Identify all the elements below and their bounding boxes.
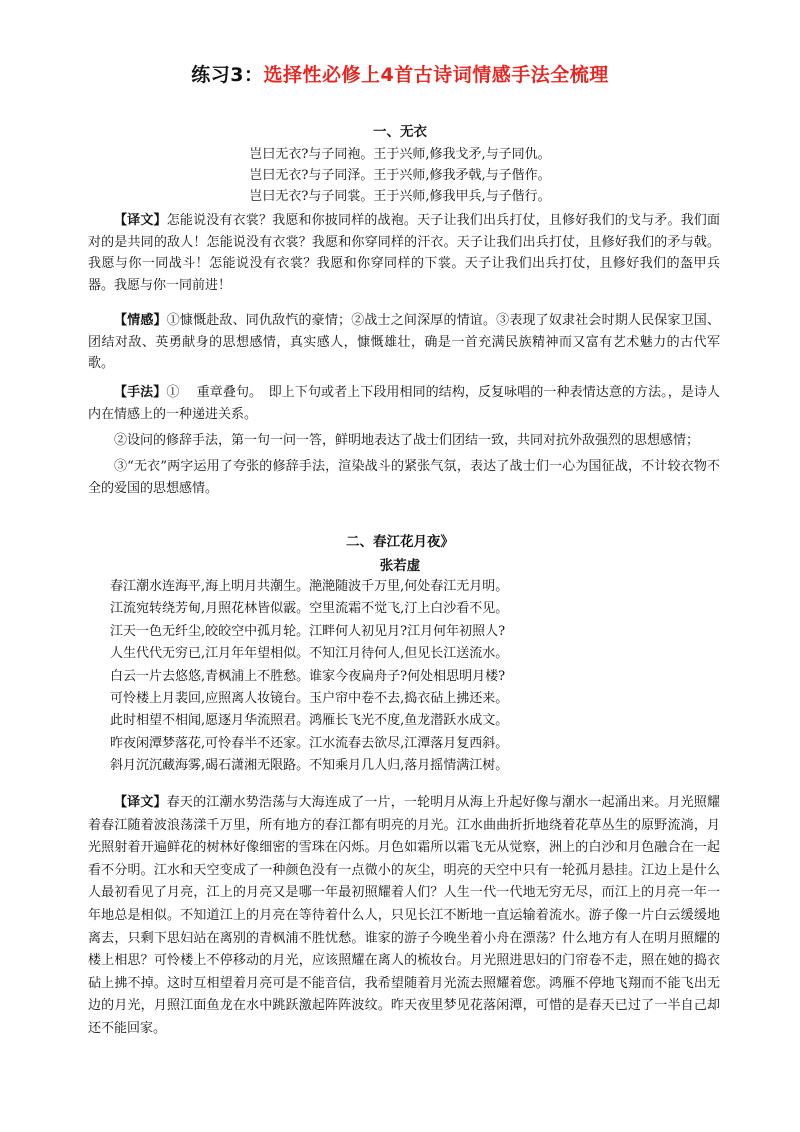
- poem-line: 人生代代无穷已,江月年年望相似。不知江月待何人,但见长江送流水。: [110, 646, 509, 662]
- poem-line: 江天一色无纤尘,皎皎空中孤月轮。江畔何人初见月?江月何年初照人?: [110, 623, 506, 639]
- page-title: [0, 60, 800, 87]
- section2-translation: [88, 792, 720, 1041]
- poem-line: 春江潮水连海平,海上明月共潮生。滟滟随波千万里,何处春江无月明。: [110, 579, 509, 594]
- emotion-tag: 【情感】: [114, 313, 167, 328]
- section1-heading: 一、无衣: [373, 124, 427, 140]
- section1-emotion: [88, 310, 720, 375]
- section2-heading: 二、春江花月夜》: [346, 534, 454, 550]
- technique-tag: 【手法】: [114, 385, 167, 400]
- poem-line: 昨夜闲潭梦落花,可怜春半不还家。江水流春去欲尽,江潭落月复西斜。: [110, 735, 509, 751]
- translation-text: 怎能说没有衣裳？我愿和你披同样的战袍。天子让我们出兵打仗，且修好我们的戈与矛。我们面对的是共同的敌人！怎能说没有衣裳？我愿和你穿同样的汗衣。天子让我们出兵打仗，且修好我们的矛与戟。我愿与你一同战斗！怎能说没有衣裳？我愿和你穿同样的下裳。天子让我们出兵打仗，且修好我们的盔甲兵器。我愿与你一同前进！: [88, 213, 720, 293]
- section2-author: 张若虚: [379, 558, 421, 574]
- translation-tag: 【译文】: [114, 795, 167, 810]
- section1-verses: [0, 144, 800, 207]
- poem-line: 此时相望不相闻,愿逐月华流照君。鸿雁长飞光不度,鱼龙潜跃水成文。: [110, 713, 509, 729]
- verse-line: 岂曰无衣?与子同裳。王于兴师,修我甲兵,与子偕行。: [249, 189, 551, 204]
- section1-technique-2: ②设问的修辞手法，第一句一问一答，鲜明地表达了战士们团结一致，共同对抗外敌强烈的思想感情；: [114, 433, 700, 448]
- emotion-text: ①慷慨赴敌、同仇敌忾的豪情；②战士之间深厚的情谊。③表现了奴隶社会时期人民保家卫国、团结对敌、英勇献身的思想感情，真实感人，慷慨雄壮，确是一首充满民族精神而又富有艺术魅力的古代军歌。: [88, 313, 720, 371]
- title-lead: 练习3：: [191, 64, 264, 86]
- poem-line: 可怜楼上月裴回,应照离人妆镜台。玉户帘中卷不去,捣衣砧上拂还来。: [110, 690, 509, 706]
- verse-line: 岂曰无衣?与子同袍。王于兴师,修我戈矛,与子同仇。: [249, 147, 551, 162]
- technique-text: ① 重章叠句。 即上下句或者上下段用相同的结构，反复咏唱的一种表情达意的方法。，是诗人内在情感上的一种递进关系。: [88, 385, 720, 422]
- translation-text: 春天的江潮水势浩荡与大海连成了一片，一轮明月从海上升起好像与潮水一起涌出来。月光照耀着春江随着波浪荡漾千万里，所有地方的春江都有明亮的月光。江水曲曲折折地绕着花草丛生的原野流淌，月光照射着开遍鲜花的树林好像细密的雪珠在闪烁。月色如霜所以霜飞无从觉察，洲上的白沙和月色融合在一起看不分明。江水和天空变成了一种颜色没有一点微小的灰尘，明亮的天空中只有一轮孤月悬挂。江边上是什么人最初看见了月亮，江上的月亮又是哪一年最初照耀着人们？人生一代一代地无穷无尽，而江上的月亮一年一年地总是相似。不知道江上的月亮在等待着什么人，只见长江不断地一直运输着流水。游子像一片白云缓缓地离去，只剩下思妇站在离别的青枫浦不胜忧愁。谁家的游子今晚坐着小舟在漂荡？什么地方有人在明月照耀的楼上相思？可怜楼上不停移动的月光，应该照耀在离人的梳妆台。月光照进思妇的门帘卷不走，照在她的捣衣砧上拂不掉。这时互相望着月亮可是不能音信，我希望随着月光流去照耀着您。鸿雁不停地飞翔而不能飞出无边的月光，月照江面鱼龙在水中跳跃激起阵阵波纹。昨天夜里梦见花落闲潭，可惜的是春天已过了一半自己却还不能回家。: [88, 795, 720, 1036]
- poem-line: 江流宛转绕芳甸,月照花林皆似霰。空里流霜不觉飞,汀上白沙看不见。: [110, 601, 509, 617]
- poem-line: 白云一片去悠悠,青枫浦上不胜愁。谁家今夜扁舟子?何处相思明月楼?: [110, 668, 506, 684]
- section2-poem: [110, 576, 730, 778]
- poem-line: 斜月沉沉藏海雾,碣石潇湘无限路。不知乘月几人归,落月摇情满江树。: [110, 758, 509, 774]
- section1-technique-3: ③“无衣”两字运用了夸张的修辞手法，渲染战斗的紧张气氛，表达了战士们一心为国征战，不计较衣物不全的爱国的思想感情。: [88, 459, 720, 496]
- translation-tag: 【译文】: [114, 213, 167, 228]
- section1-translation: [88, 210, 720, 296]
- verse-line: 岂曰无衣?与子同泽。王于兴师,修我矛戟,与子偕作。: [249, 168, 551, 183]
- title-main: 选择性必修上4首古诗词情感手法全梳理: [263, 64, 609, 86]
- section1-technique: [88, 382, 720, 425]
